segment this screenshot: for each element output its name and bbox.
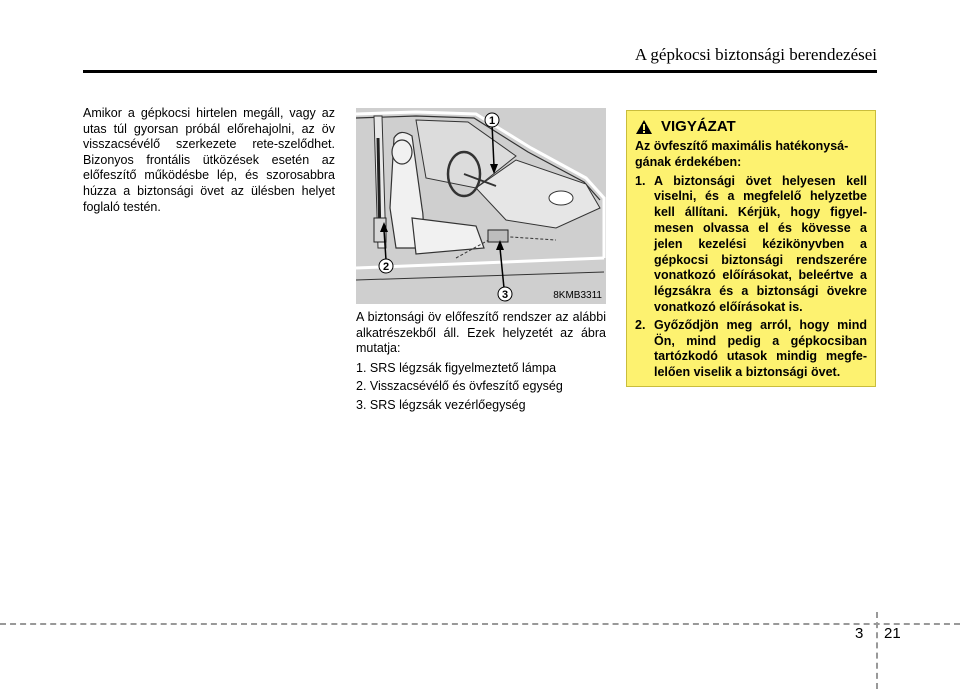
car-interior-illustration <box>356 108 606 304</box>
car-interior-figure <box>356 108 606 304</box>
warning-item-text: A biztonsági övet helyesen kell viselni, és a megfelelő helyzetbe kell állítani. Kérjük, hogy figyel-mesen olvassa el és kövesse a jelen kezelési kézikönyvben a gépkocsi biztonsági rendszerére vonatkozó előírásokat, beleértve a légzsákra és a biztonsági övekre vonatkozó előírásokat is. <box>654 173 867 314</box>
component-item: 1. SRS légzsák figyelmeztető lámpa <box>356 360 557 375</box>
warning-list <box>635 174 867 381</box>
component-item: 2. Visszacsévélő és övfeszítő egység <box>356 379 563 394</box>
page-number: 21 <box>884 625 901 642</box>
warning-item-text: Győződjön meg arról, hogy mind Ön, mind pedig a gépkocsiban tartózkodó utasok mindig megfe-lelően viselik a biztonsági övet. <box>654 317 867 380</box>
warning-item-number: 1. <box>635 173 646 188</box>
callout-3: 3 <box>501 289 509 301</box>
component-item: 3. SRS légzsák vezérlőegység <box>356 397 526 412</box>
warning-header <box>635 119 867 135</box>
warning-triangle-icon <box>635 119 653 135</box>
warning-item <box>635 174 867 316</box>
footer-rule <box>0 623 960 625</box>
warning-item <box>635 318 867 381</box>
figure-code: 8KMB3311 <box>553 290 602 301</box>
components-intro: A biztonsági öv előfeszítő rendszer az alábbi alkatrészekből áll. Ezek helyzetét az ábra mutatja: <box>356 310 606 356</box>
chapter-number: 3 <box>855 625 864 642</box>
callout-2: 2 <box>382 261 390 273</box>
components-list <box>356 361 606 414</box>
callout-1: 1 <box>488 115 496 127</box>
warning-item-number: 2. <box>635 317 646 332</box>
footer-divider <box>876 612 878 689</box>
left-column-paragraph: Amikor a gépkocsi hirtelen megáll, vagy az utas túl gyorsan próbál előrehajolni, az öv visszacsévélő szerkezete rete-szelődhet. Bizonyos frontális ütközések esetén az előfeszítő működésbe lép, és szorosabbra húzza a biztonsági övet az ülésben helyet foglaló testén. <box>83 106 335 214</box>
page-header-title: A gépkocsi biztonsági berendezései <box>634 45 877 64</box>
warning-intro: Az övfeszítő maximális hatékonysá-gának érdekében: <box>635 139 849 169</box>
middle-column <box>356 310 606 417</box>
warning-box <box>626 110 876 387</box>
warning-title: VIGYÁZAT <box>661 118 736 136</box>
header-rule <box>83 70 877 73</box>
